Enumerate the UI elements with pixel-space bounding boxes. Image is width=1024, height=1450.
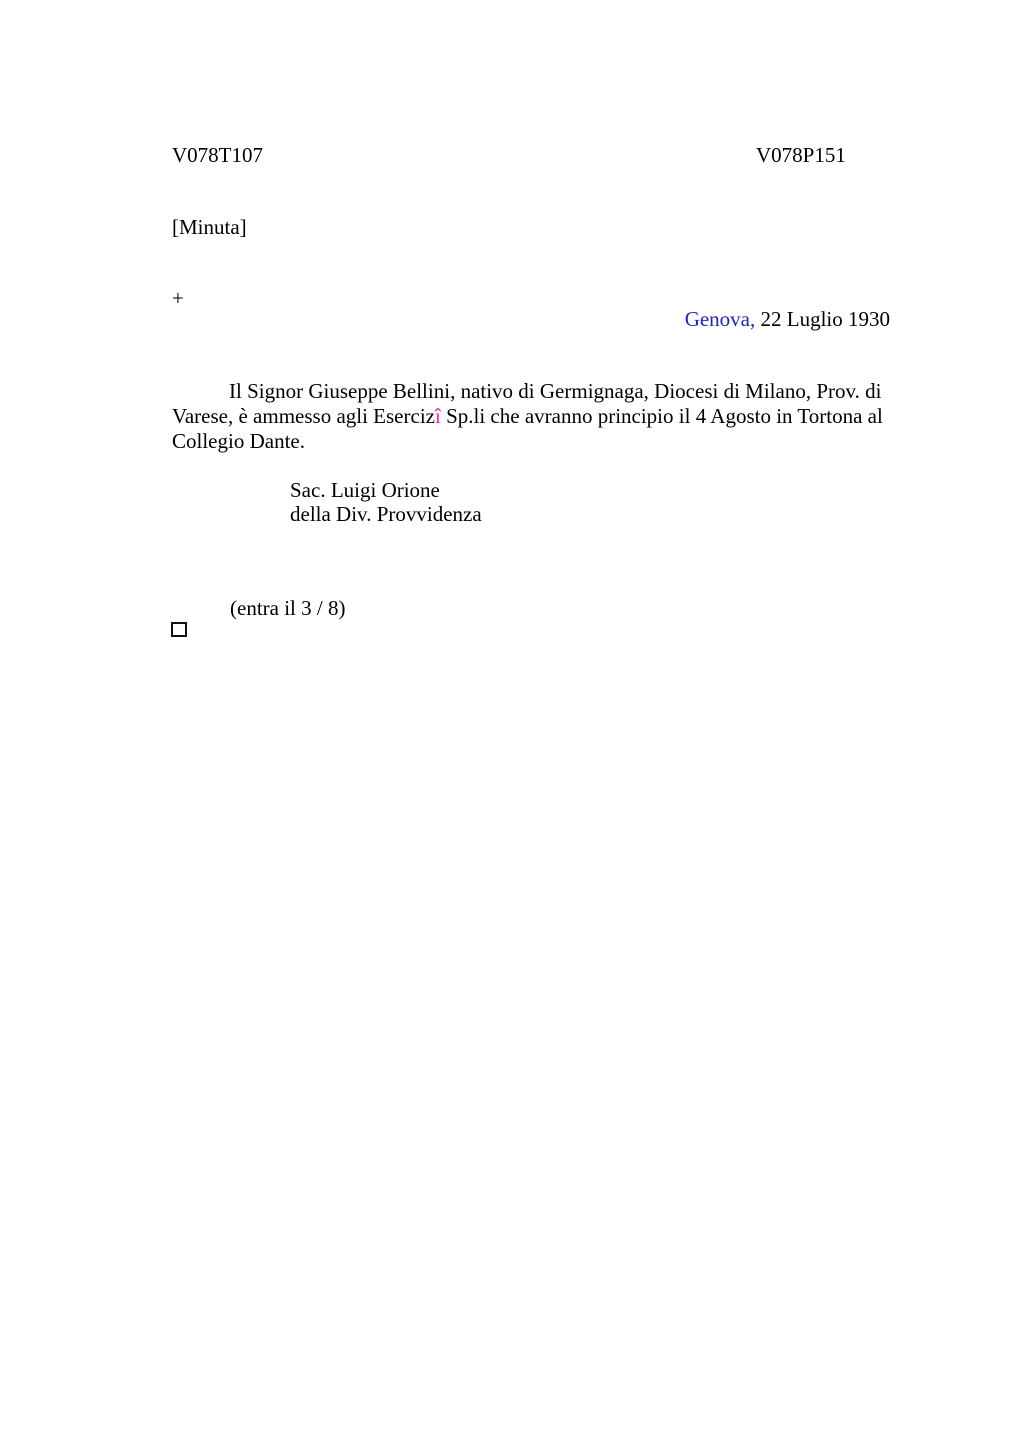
paragraph-highlight-char: î bbox=[434, 404, 441, 428]
paragraph-line-3: Collegio Dante. bbox=[172, 429, 305, 453]
body-paragraph bbox=[172, 379, 890, 454]
signature-congregation: della Div. Provvidenza bbox=[290, 502, 482, 526]
paragraph-line-1: Il Signor Giuseppe Bellini, nativo di Germignaga, Diocesi di Milano, Prov. di bbox=[229, 379, 882, 403]
minuta-label: [Minuta] bbox=[172, 215, 247, 239]
dateline-date: 22 Luglio 1930 bbox=[755, 307, 890, 331]
signature-name: Sac. Luigi Orione bbox=[290, 478, 440, 502]
paragraph-line-2 bbox=[172, 404, 890, 429]
doc-code-right: V078P151 bbox=[756, 143, 846, 167]
signature-block bbox=[290, 478, 482, 526]
cross-mark: + bbox=[172, 286, 184, 310]
dateline-place: Genova, bbox=[684, 307, 756, 331]
dateline bbox=[172, 307, 890, 332]
doc-code-left: V078T107 bbox=[172, 143, 263, 167]
entry-note: (entra il 3 / 8) bbox=[230, 596, 346, 620]
paragraph-line-2-pre: Varese, è ammesso agli Eserciz bbox=[172, 404, 435, 428]
paragraph-line-2-post: Sp.li che avranno principio il 4 Agosto in Tortona al bbox=[440, 404, 883, 428]
empty-checkbox-icon bbox=[171, 622, 187, 637]
